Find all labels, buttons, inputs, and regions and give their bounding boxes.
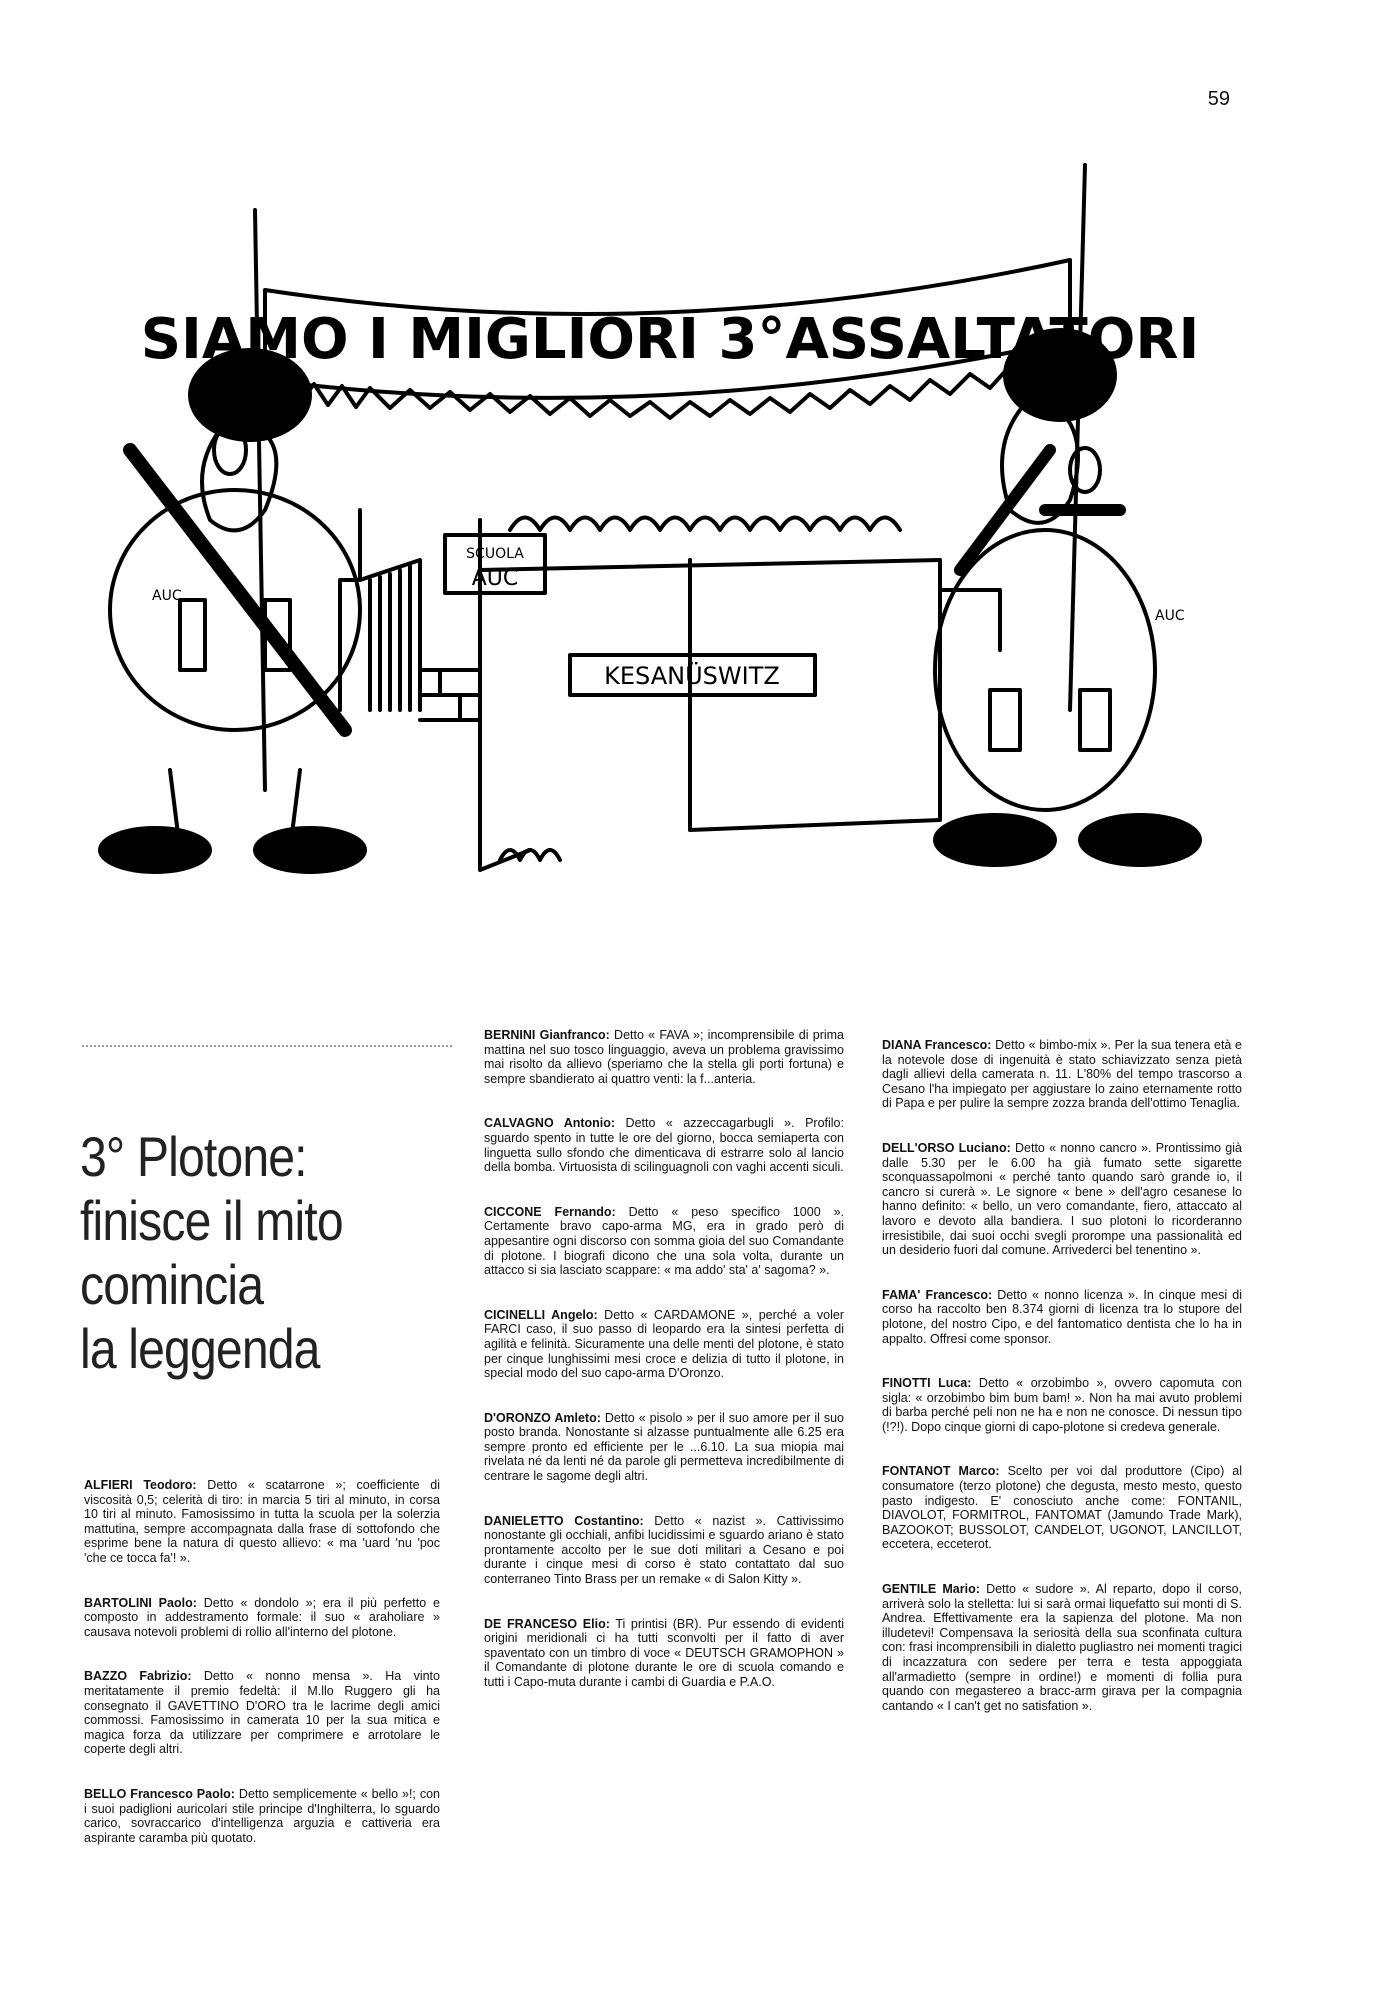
entry-text: Detto « bimbo-mix ». Per la sua tenera età e la notevole dose di ingenuità è stato schiavizzato senza pietà dagli allievi della camerata n. 11. L'80% del tempo trascorso a Cesano l'ha impiegato per aggiustare lo zaino eternamente rotto di Papa e per pulire la sempre zozza branda dell'ottimo Tenaglia.: [882, 1038, 1242, 1111]
entry: [484, 1116, 844, 1174]
entry: [484, 1028, 844, 1086]
entry: [882, 1582, 1242, 1713]
entry-name: CICCONE Fernando:: [484, 1204, 616, 1219]
entry: [84, 1669, 440, 1757]
entry-text: Detto « peso specifico 1000 ». Certamente bravo capo-arma MG, era in grado però di appesantire ogni discorso con somma gioia del suo Comandante di plotone. I biografi dicono che una sola volta, durante un attacco si sia lasciato scappare: « ma addo' sta' a' sagoma? ».: [484, 1204, 844, 1278]
entry-name: DANIELETTO Costantino:: [484, 1513, 644, 1528]
entry-name: DE FRANCESO Elio:: [484, 1616, 610, 1631]
entry-text: Detto « CARDAMONE », perché a voler FARCI caso, il suo passo di leopardo era la sintesi perfetta di agilità e felinità. Sicuramente una delle menti del plotone, è stato per cinque lunghissimi mesi croce e delizia di tutto il plotone, in special modo del suo capo-arma D'Oronzo.: [484, 1307, 844, 1381]
entry-text: Detto « scatarrone »; coefficiente di viscosità 0,5; celerità di tiro: in marcia 5 tiri al minuto, in corsa 10 tiri al minuto. Famosissimo in tutta la scuola per la solerzia mattutina, sempre accompagnata dalla frase di sottofondo che esprime bene la natura di questo allievo: « ma 'uard 'nu 'poc 'che ce tocca fa'! ».: [84, 1478, 441, 1565]
entry-text: Detto « nonno cancro ». Prontissimo già dalle 5.30 per le 6.00 ha già fumato sette sigarette sconquassapolmoni « perché tanto quando sarò grande io, il cancro si curerà ». Le signore « bene » dell'agro cesanese lo hanno definito: « bello, un vero comandante, fiero, attaccato al lavoro e devoto alla bandiera. I suo plotoni lo ricorderanno irresistibile, dai suoi occhi svegli prorompe una passionalità ed un desiderio fuori dal comune. Arrivederci bel tenentino ».: [882, 1140, 1242, 1258]
cartoon-drawing: [60, 150, 1240, 930]
entry-text: Ti printisi (BR). Pur essendo di evidenti origini meridionali ci ha tutti sconvolti per il fatto di aver spaventato con un timbro di voce « DEUTSCH GRAMOPHON » il Comandante di plotone durante le ore di scuola comando e tutti i Capo-muta durante i cambi di Guardia e P.A.O.: [484, 1616, 844, 1689]
right-rifle: [960, 450, 1050, 570]
page-number: 59: [1207, 88, 1230, 110]
headline-line: finisce il mito: [80, 1189, 343, 1252]
left-badge: AUC: [152, 588, 182, 604]
divider: [82, 1045, 452, 1047]
wall-wire: [510, 518, 900, 531]
entry-name: BELLO Francesco Paolo:: [84, 1786, 235, 1801]
entry: [84, 1787, 440, 1845]
entry-text: Scelto per voi dal produttore (Cipo) al consumatore (terzo plotone) che degusta, mesto mesto, questo pasto indigesto. E' conosciuto anche come: FONTANIL, DIAVOLOT, FORMITROL, FANTOMAT (Jamundo Trade Mark), BAZOOKOT; BUSSOLOT, CANDELOT, UGONOT, LANCILLOT, eccetera, ecceterot.: [882, 1464, 1242, 1552]
entry-name: BARTOLINI Paolo:: [84, 1595, 197, 1610]
gate-sign-text: KESANÜSWITZ: [604, 662, 780, 690]
entry-text: Detto « nonno mensa ». Ha vinto meritatamente il premio fedeltà: il M.llo Ruggero gli ha consegnato il GAVETTINO D'ORO tra le lacrime degli amici commossi. Famosissimo in camerata 10 per la sua mitica e magica forza da utilizzare per comprimere e arrotolare le coperte degli altri.: [84, 1669, 440, 1757]
school-sign-line-1: SCUOLA: [466, 546, 524, 562]
entry-text: Detto « azzeccagarbugli ». Profilo: sguardo spento in tutte le ore del giorno, bocca semiaperta con linguetta sullo sfondo che dimenticava di estrarre solo al lancio della bomba. Virtuosista di scilinguagnoli con vaghi accenti siculi.: [484, 1116, 844, 1175]
entry: [882, 1464, 1242, 1552]
headline-line: la leggenda: [80, 1317, 320, 1380]
entry-name: FAMA' Francesco:: [882, 1287, 993, 1302]
entry-name: FINOTTI Luca:: [882, 1376, 972, 1391]
entry-text: Detto « nonno licenza ». In cinque mesi di corso ha raccolto ben 8.374 giorni di licenza tra lo stupore del plotone, del nostro Cipo, e del fantomatico dentista che lo ha in appalto. Offresi come sponsor.: [882, 1287, 1242, 1346]
right-boot-1: [935, 815, 1055, 865]
left-boot-2: [255, 828, 365, 872]
entry-name: CALVAGNO Antonio:: [484, 1116, 616, 1131]
entry-name: DIANA Francesco:: [882, 1038, 992, 1052]
wall-left: [340, 510, 360, 710]
entry: [484, 1514, 844, 1587]
entry-text: Detto semplicemente « bello »!; con i suoi padiglioni auricolari stile principe d'Inghilterra, lo sguardo carico, sovraccarico d'intelligenza arguzia e cattiveria era aspirante caramba più quotato.: [84, 1786, 440, 1845]
banner-text: SIAMO I MIGLIORI 3°ASSALTATORI: [140, 307, 1200, 372]
entry: [484, 1617, 844, 1690]
entry: [882, 1288, 1242, 1346]
entry: [484, 1205, 844, 1278]
entry: [882, 1376, 1242, 1434]
gate-bars-lines: [370, 566, 410, 710]
entry-text: Detto « orzobimbo », ovvero capomuta con sigla: « orzobimbo bim bum bam! ». Non ha mai avuto problemi di barba perché peli non ne ha e non ne conosce. Di nessun tipo (!?!). Dopo cinque giorni di capo-plotone si credeva generale.: [882, 1376, 1242, 1434]
entry-name: D'ORONZO Amleto:: [484, 1410, 601, 1425]
entry-text: Detto « sudore ». Al reparto, dopo il corso, arriverà solo la stelletta: lui si sarà ormai liquefatto sui monti di S. Andrea. Effettivamente era la sapienza del plotone. Ma non illudetevi! Compensava la seriosità della sua sconfinata cultura con: frasi incomprensibili in dialetto pugliastro nei momenti tragici di incazzatura con sedere per terra e testa appoggiata all'armadietto (sempre in ordine!) e momenti di follia pura quando con megastereo a bracc-arm girava per la compagnia cantando « I can't get no satisfation ».: [882, 1582, 1242, 1713]
entry-text: Detto « pisolo » per il suo amore per il suo posto branda. Nonostante si alzasse puntualmente alle 6.25 era sempre pronto ed efficiente per le ...6.10. La sua miopia mai rivelata né da lenti né da parole gli permetteva incredibilmente di centrare le sagome degli altri.: [484, 1410, 844, 1484]
right-body: [935, 530, 1155, 810]
entry-text: Detto « dondolo »; era il più perfetto e composto in addestramento formale: il suo « araholiare » causava notevoli problemi di rollio all'interno del plotone.: [84, 1595, 441, 1639]
entry: [484, 1308, 844, 1381]
right-boot-2: [1080, 815, 1200, 865]
school-sign-line-2: AUC: [471, 566, 519, 591]
headline-line: comincia: [80, 1253, 264, 1316]
entry: [882, 1141, 1242, 1258]
entry: [84, 1478, 440, 1566]
entry-name: BERNINI Gianfranco:: [484, 1028, 610, 1042]
brick-wall: [420, 670, 480, 720]
entry: [84, 1596, 440, 1640]
column-1: [84, 1478, 440, 1875]
entry-text: Detto « nazist ». Cattivissimo nonostante gli occhiali, anfibi lucidissimi e sguardo ariano è stato prontamente accolto per le sue doti militari a Cesano e poi durante i cinque mesi di corso è stato contattato dal suo conterraneo Tinto Brass per un remake « di Salon Kitty ».: [484, 1513, 844, 1587]
entry-name: GENTILE Mario:: [882, 1582, 980, 1597]
entry-name: FONTANOT Marco:: [882, 1464, 1000, 1479]
right-nose: [1070, 448, 1100, 492]
entry: [882, 1038, 1242, 1111]
entry: [484, 1411, 844, 1484]
left-boot-1: [100, 828, 210, 872]
headline: [80, 1125, 460, 1381]
entry-name: ALFIERI Teodoro:: [84, 1478, 197, 1492]
entry-name: CICINELLI Angelo:: [484, 1307, 598, 1322]
column-3: [882, 1038, 1242, 1743]
column-2: [484, 1028, 844, 1720]
entry-name: BAZZO Fabrizio:: [84, 1669, 192, 1684]
right-pockets: [990, 690, 1110, 750]
entry-text: Detto « FAVA »; incomprensibile di prima mattina nel suo tosco linguaggio, aveva un problema gravissimo mai risolto da allievo (speriamo che la stella gli porti fortuna) e sempre sbandierato ai quattro venti: la f...anteria.: [484, 1028, 845, 1086]
entry-name: DELL'ORSO Luciano:: [882, 1140, 1011, 1155]
right-badge: AUC: [1155, 608, 1185, 624]
headline-line: 3° Plotone:: [80, 1125, 307, 1188]
cartoon-illustration: [60, 150, 1240, 930]
